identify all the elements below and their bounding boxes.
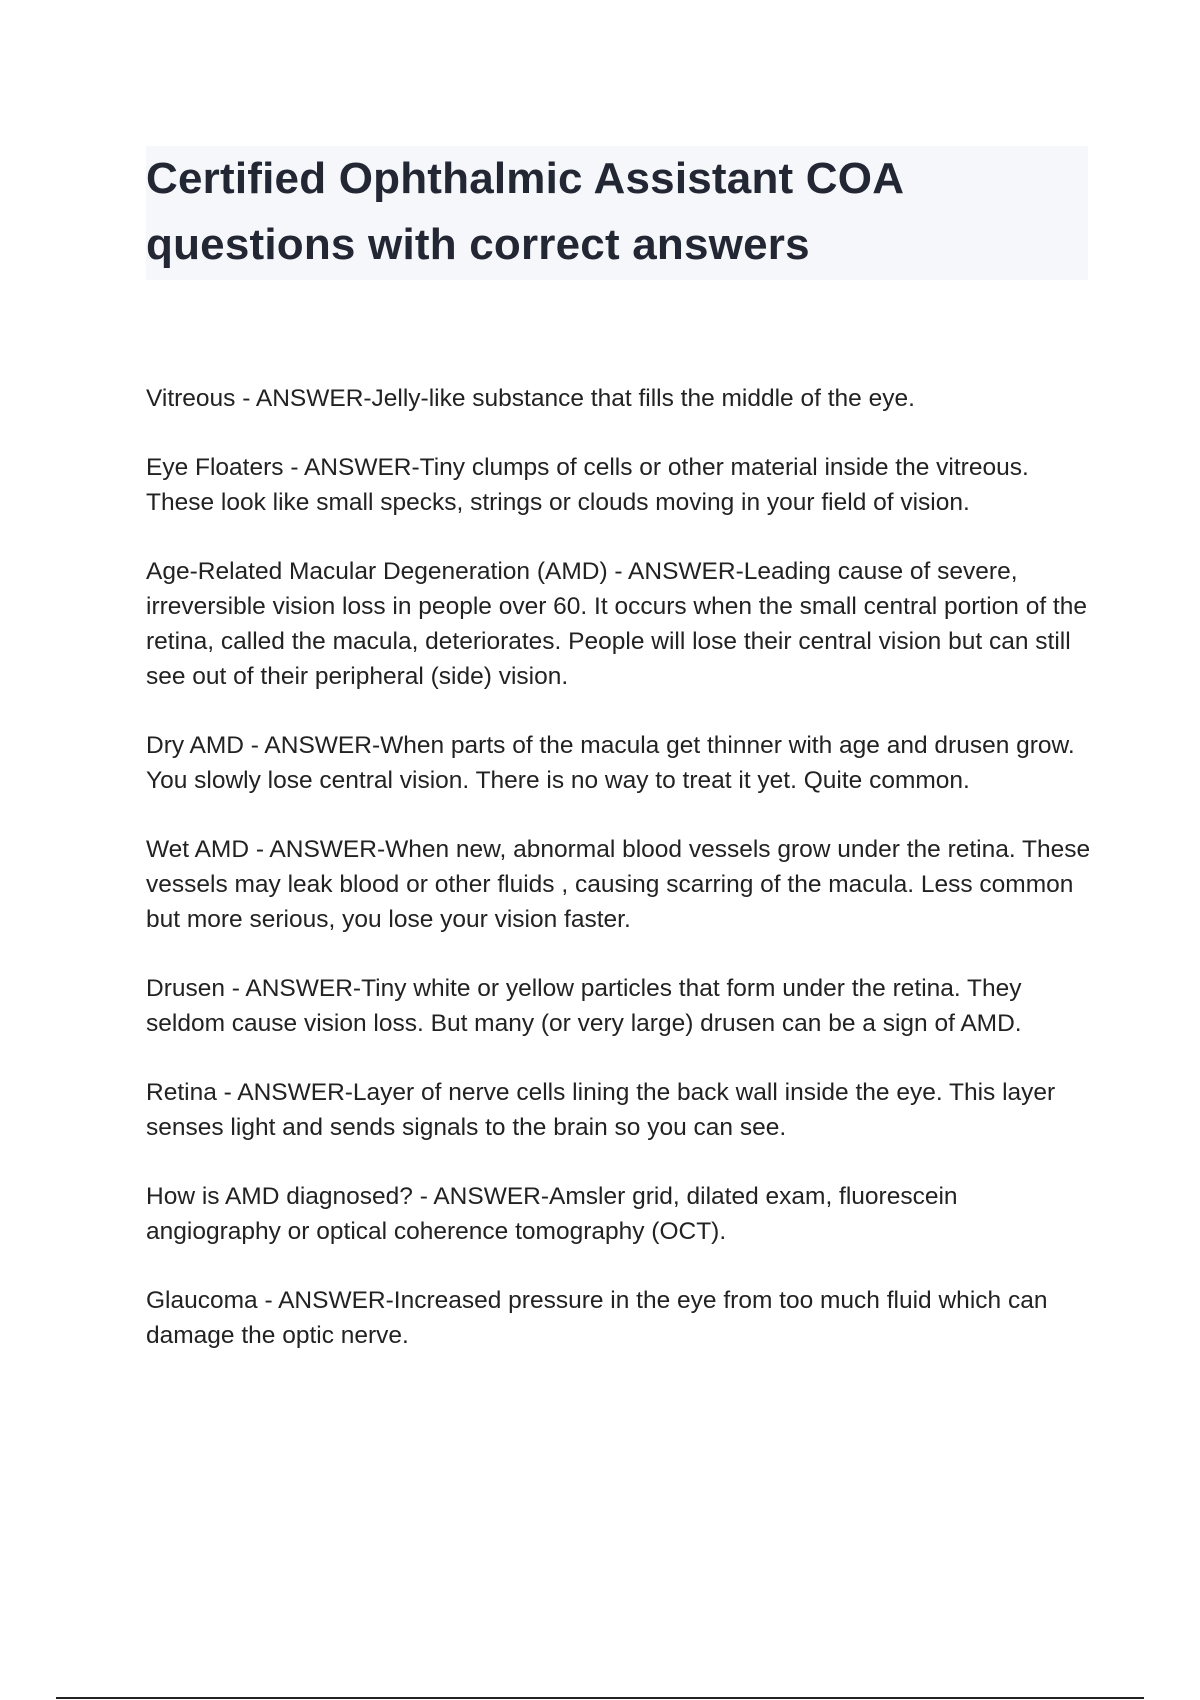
qa-entry: Vitreous - ANSWER-Jelly-like substance that fills the middle of the eye. (146, 385, 915, 412)
qa-entry: Dry AMD - ANSWER-When parts of the macula get thinner with age and drusen grow. You slowly lose central vision. There is no way to treat it yet. Quite common. (146, 732, 1075, 794)
footer-divider (56, 1697, 1144, 1699)
qa-entry: Eye Floaters - ANSWER-Tiny clumps of cells or other material inside the vitreous. These look like small specks, strings or clouds moving in your field of vision. (146, 454, 1029, 516)
qa-entry: Age-Related Macular Degeneration (AMD) - ANSWER-Leading cause of severe, irreversible vision loss in people over 60. It occurs when the small central portion of the retina, called the macula, deteriorates. People will lose their central vision but can still see out of their peripheral (side) vision. (146, 558, 1087, 690)
qa-entry: Wet AMD - ANSWER-When new, abnormal blood vessels grow under the retina. These vessels may leak blood or other fluids , causing scarring of the macula. Less common but more serious, you lose your vision faster. (146, 836, 1091, 933)
qa-entry: Retina - ANSWER-Layer of nerve cells lining the back wall inside the eye. This layer senses light and sends signals to the brain so you can see. (146, 1079, 1056, 1141)
qa-entry: Glaucoma - ANSWER-Increased pressure in the eye from too much fluid which can damage the optic nerve. (146, 1287, 1048, 1349)
document-title: Certified Ophthalmic Assistant COA questions with correct answers (146, 154, 903, 269)
qa-list (146, 381, 1096, 1387)
title-block (146, 146, 1088, 280)
qa-entry: Drusen - ANSWER-Tiny white or yellow particles that form under the retina. They seldom cause vision loss. But many (or very large) drusen can be a sign of AMD. (146, 975, 1022, 1037)
qa-entry: How is AMD diagnosed? - ANSWER-Amsler grid, dilated exam, fluorescein angiography or optical coherence tomography (OCT). (146, 1183, 958, 1245)
